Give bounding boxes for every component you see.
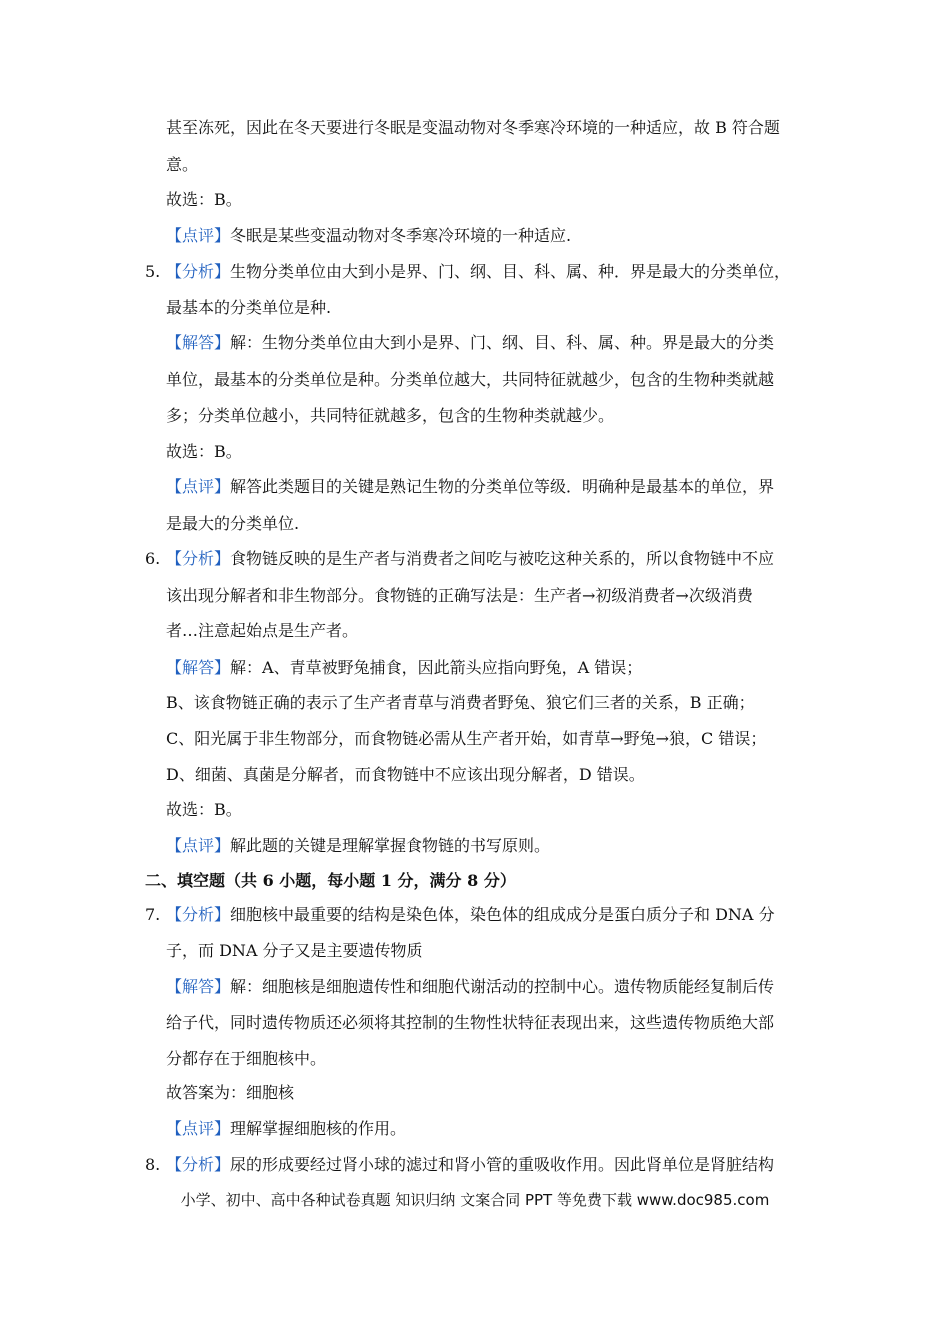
- line-text: 解：细胞核是细胞遗传性和细胞代谢活动的控制中心。遗传物质能经复制后传: [230, 977, 775, 996]
- section-tag: 【点评】: [166, 836, 231, 855]
- line-text: 二、填空题（共 6 小题，每小题 1 分，满分 8 分）: [145, 871, 516, 890]
- text-line: [166, 586, 753, 606]
- line-text: 故答案为：细胞核: [166, 1083, 295, 1102]
- line-text: 者…注意起始点是生产者。: [166, 621, 359, 640]
- text-line: [166, 298, 331, 318]
- text-line: [166, 905, 775, 925]
- line-text: 分都存在于细胞核中。: [166, 1049, 327, 1068]
- line-text: 细胞核中最重要的结构是染色体，染色体的组成成分是蛋白质分子和 DNA 分: [230, 905, 775, 924]
- line-text: 甚至冻死，因此在冬天要进行冬眠是变温动物对冬季寒冷环境的一种适应，故 B 符合题: [166, 118, 780, 137]
- text-line: [166, 621, 358, 641]
- line-text: 解答此类题目的关键是熟记生物的分类单位等级．明确种是最基本的单位，界: [230, 477, 775, 496]
- text-line: [166, 977, 774, 997]
- line-text: B、该食物链正确的表示了生产者青草与消费者野兔、狼它们三者的关系，B 正确；: [166, 693, 755, 712]
- section-tag: 【点评】: [166, 477, 231, 496]
- section-tag: 【分析】: [166, 905, 231, 924]
- line-text: 尿的形成要经过肾小球的滤过和肾小管的重吸收作用。因此肾单位是肾脏结构: [230, 1155, 775, 1174]
- text-line: [166, 226, 571, 246]
- line-text: 意。: [166, 155, 199, 174]
- line-text: 生物分类单位由大到小是界、门、纲、目、科、属、种．界是最大的分类单位，: [230, 262, 791, 281]
- section-heading: [145, 871, 516, 891]
- line-text: 解此题的关键是理解掌握食物链的书写原则。: [230, 836, 551, 855]
- line-text: 是最大的分类单位.: [166, 514, 300, 533]
- line-text: 解：生物分类单位由大到小是界、门、纲、目、科、属、种。界是最大的分类: [230, 333, 775, 352]
- line-text: 单位，最基本的分类单位是种。分类单位越大，共同特征就越少，包含的生物种类就越: [166, 370, 775, 389]
- text-line: [166, 729, 766, 749]
- line-text: 故选：B。: [166, 190, 242, 209]
- text-line: [166, 1083, 294, 1103]
- text-line: [166, 836, 550, 856]
- line-text: 理解掌握细胞核的作用。: [230, 1119, 407, 1138]
- section-tag: 【分析】: [166, 1155, 231, 1174]
- line-text: 故选：B。: [166, 442, 242, 461]
- text-line: [166, 941, 423, 961]
- text-line: [166, 549, 774, 569]
- text-line: [166, 442, 242, 462]
- line-text: 食物链反映的是生产者与消费者之间吃与被吃这种关系的，所以食物链中不应: [230, 549, 775, 568]
- text-line: [166, 155, 198, 175]
- line-text: 最基本的分类单位是种.: [166, 298, 332, 317]
- text-line: [166, 765, 645, 785]
- text-line: [166, 262, 790, 282]
- text-line: [166, 118, 780, 138]
- question-number: 6.: [145, 549, 161, 568]
- page-footer: 小学、初中、高中各种试卷真题 知识归纳 文案合同 PPT 等免费下载 www.doc985.com: [180, 1191, 770, 1209]
- text-line: [166, 800, 242, 820]
- text-line: [166, 406, 614, 426]
- text-line: [166, 693, 755, 713]
- text-line: [166, 514, 299, 534]
- text-line: [166, 333, 774, 353]
- line-text: 多；分类单位越小，共同特征就越多，包含的生物种类就越少。: [166, 406, 615, 425]
- text-line: [166, 477, 774, 497]
- line-text: 该出现分解者和非生物部分。食物链的正确写法是：生产者→初级消费者→次级消费: [166, 586, 753, 605]
- text-line: [166, 190, 242, 210]
- text-line: [166, 1119, 406, 1139]
- section-tag: 【分析】: [166, 262, 231, 281]
- text-line: [166, 658, 642, 678]
- section-tag: 【点评】: [166, 226, 231, 245]
- question-number: 8.: [145, 1155, 161, 1174]
- section-tag: 【解答】: [166, 658, 231, 677]
- text-line: [166, 1013, 774, 1033]
- line-text: 故选：B。: [166, 800, 242, 819]
- line-text: C、阳光属于非生物部分，而食物链必需从生产者开始，如青草→野兔→狼，C 错误；: [166, 729, 767, 748]
- question-number: 7.: [145, 905, 161, 924]
- line-text: 给子代，同时遗传物质还必须将其控制的生物性状特征表现出来，这些遗传物质绝大部: [166, 1013, 775, 1032]
- line-text: 解：A、青草被野兔捕食，因此箭头应指向野兔，A 错误；: [230, 658, 643, 677]
- text-line: [166, 1155, 774, 1175]
- line-text: 冬眠是某些变温动物对冬季寒冷环境的一种适应.: [230, 226, 572, 245]
- question-number: 5.: [145, 262, 161, 281]
- line-text: 子，而 DNA 分子又是主要遗传物质: [166, 941, 423, 960]
- text-line: [166, 370, 774, 390]
- text-line: [166, 1049, 326, 1069]
- section-tag: 【解答】: [166, 977, 231, 996]
- section-tag: 【分析】: [166, 549, 231, 568]
- section-tag: 【点评】: [166, 1119, 231, 1138]
- line-text: D、细菌、真菌是分解者，而食物链中不应该出现分解者，D 错误。: [166, 765, 645, 784]
- section-tag: 【解答】: [166, 333, 231, 352]
